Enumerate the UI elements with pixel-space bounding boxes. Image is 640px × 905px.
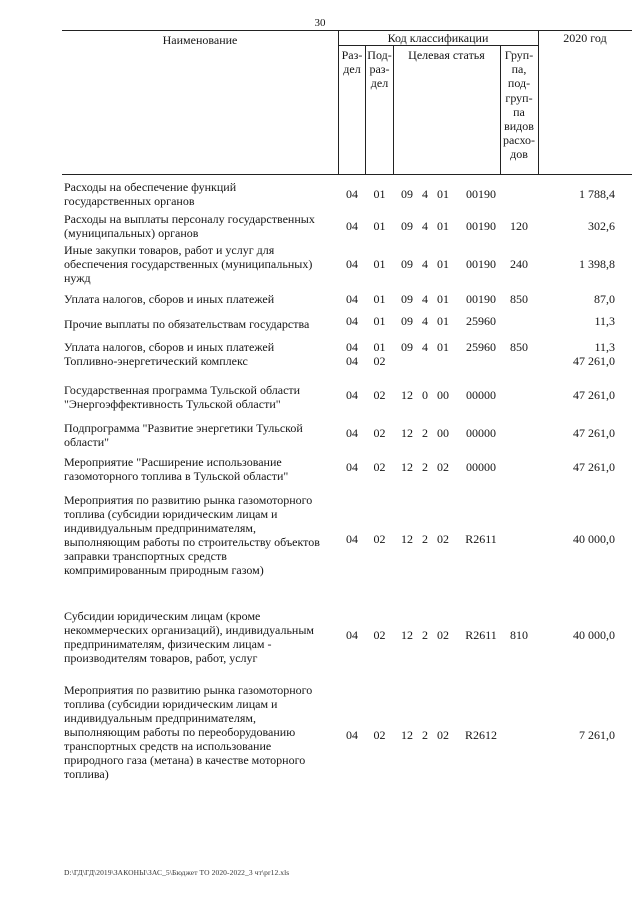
code-subheader-border [338, 45, 538, 46]
cell-group: 850 [510, 340, 528, 354]
cell-target-part: 00190 [466, 219, 496, 233]
header-podrazdel [366, 48, 393, 90]
row-name-line: нужд [64, 271, 91, 285]
header-group-line: па [513, 104, 525, 119]
cell-target-part: 02 [437, 532, 449, 546]
header-razdel-line: дел [343, 62, 361, 76]
cell-razdel: 04 [346, 340, 358, 354]
row-name-line: Топливно-энергетический комплекс [64, 354, 248, 368]
cell-podrazdel: 02 [373, 728, 386, 742]
cell-target-part: 12 [401, 426, 413, 440]
cell-podrazdel: 02 [373, 388, 386, 402]
cell-target-part: 01 [437, 340, 449, 354]
row-name-line: Расходы на обеспечение функций [64, 180, 237, 194]
cell-sum: 1 398,8 [579, 257, 615, 271]
cell-target-part: 01 [437, 292, 449, 306]
cell-razdel: 04 [346, 257, 358, 271]
cell-razdel: 04 [346, 219, 358, 233]
row-name-line: (муниципальных) органов [64, 226, 199, 240]
header-podrazdel-line: дел [370, 76, 389, 90]
header-group-line: груп- [505, 90, 533, 105]
cell-target-part: 2 [422, 426, 428, 440]
cell-target-part: 09 [401, 257, 413, 271]
cell-sum: 11,3 [594, 340, 615, 354]
header-razdel-line: Раз- [341, 48, 363, 62]
row-name-line: топлива (субсидии юридическим лицам и [64, 697, 278, 711]
cell-target-part: 12 [401, 388, 413, 402]
cell-podrazdel: 02 [373, 628, 386, 642]
row-name-line: выполняющим работы по строительству объектов [64, 535, 320, 549]
cell-razdel: 04 [346, 354, 358, 368]
cell-target-part: 4 [422, 219, 428, 233]
cell-target-part: 01 [437, 257, 449, 271]
row-name [64, 317, 339, 331]
cell-sum: 47 261,0 [573, 354, 615, 368]
cell-razdel: 04 [346, 292, 358, 306]
header-group [500, 48, 538, 162]
row-name-line: области" [64, 435, 110, 449]
cell-target-part: 01 [437, 187, 449, 201]
row-name-line: газомоторного топлива в Тульской области" [64, 469, 289, 483]
cell-razdel: 04 [346, 426, 358, 440]
header-bottom-border [62, 174, 632, 175]
cell-target-part: 2 [422, 728, 428, 742]
cell-sum: 47 261,0 [573, 426, 615, 440]
cell-podrazdel: 01 [373, 292, 386, 306]
row-name-line: Мероприятие "Расширение использование [64, 455, 282, 469]
cell-target-part: 09 [401, 292, 413, 306]
cell-target-part: 2 [422, 628, 428, 642]
col-divider-group [538, 30, 539, 174]
cell-podrazdel: 01 [373, 340, 386, 354]
cell-target-part: 00000 [466, 388, 496, 402]
cell-target-part: 00000 [466, 460, 496, 474]
cell-group: 120 [510, 219, 528, 233]
row-name [64, 354, 339, 368]
row-name-line: Подпрограмма "Развитие энергетики Тульской [64, 421, 303, 435]
cell-razdel: 04 [346, 460, 358, 474]
cell-target-part: 01 [437, 219, 449, 233]
row-name [64, 383, 339, 411]
header-year: 2020 год [563, 31, 607, 45]
cell-target-part: 09 [401, 314, 413, 328]
cell-target-part: 09 [401, 187, 413, 201]
row-name [64, 493, 339, 577]
row-name-line: топлива (субсидии юридическим лицам и [64, 507, 278, 521]
cell-podrazdel: 01 [373, 314, 386, 328]
cell-target-part: 09 [401, 340, 413, 354]
cell-target-part: 00190 [466, 257, 496, 271]
cell-razdel: 04 [346, 728, 358, 742]
cell-target-part: 12 [401, 532, 413, 546]
cell-group: 240 [510, 257, 528, 271]
cell-target-part: 00190 [466, 187, 496, 201]
cell-target-part: 02 [437, 728, 449, 742]
row-name-line: Мероприятия по развитию рынка газомоторного [64, 683, 313, 697]
cell-sum: 302,6 [588, 219, 615, 233]
header-razdel [339, 48, 365, 76]
header-name: Наименование [162, 33, 238, 47]
cell-target-part: 01 [437, 314, 449, 328]
row-name-line: выполняющим работы по переоборудованию [64, 725, 296, 739]
cell-target-part: 25960 [466, 340, 496, 354]
cell-target-part: 00 [437, 388, 449, 402]
cell-target-part: 4 [422, 257, 428, 271]
cell-podrazdel: 01 [373, 187, 386, 201]
header-target: Целевая статья [408, 48, 485, 62]
row-name [64, 212, 339, 240]
cell-sum: 40 000,0 [573, 532, 615, 546]
cell-target-part: 4 [422, 187, 428, 201]
row-name-line: обеспечения государственных (муниципальных) [64, 257, 313, 271]
cell-razdel: 04 [346, 187, 358, 201]
cell-target-part: 02 [437, 628, 449, 642]
cell-target-part: 00 [437, 426, 449, 440]
row-name-line: транспортных средств на использование [64, 739, 272, 753]
row-name-line: предпринимателям, физическим лицам - [64, 637, 272, 651]
header-code: Код классификации [387, 31, 489, 45]
header-group-line: дов [510, 147, 528, 162]
cell-target-part: 02 [437, 460, 449, 474]
row-name-line: государственных органов [64, 194, 195, 208]
row-name-line: "Энергоэффективность Тульской области" [64, 397, 281, 411]
cell-target-part: 09 [401, 219, 413, 233]
row-name-line: индивидуальным предпринимателям, [64, 711, 256, 725]
cell-target-part: 12 [401, 628, 413, 642]
row-name-line: Уплата налогов, сборов и иных платежей [64, 340, 275, 354]
header-group-line: расхо- [502, 133, 536, 148]
header-group-line: Груп- [504, 48, 534, 62]
page-number: 30 [314, 17, 326, 29]
row-name-line: Расходы на выплаты персоналу государственных [64, 212, 315, 226]
cell-razdel: 04 [346, 314, 358, 328]
cell-target-part: 25960 [466, 314, 496, 328]
header-group-line: под- [507, 76, 531, 91]
row-name-line: Государственная программа Тульской области [64, 383, 301, 397]
row-name-line: топлива) [64, 767, 109, 781]
row-name-line: некоммерческих организаций), индивидуальным [64, 623, 314, 637]
cell-sum: 40 000,0 [573, 628, 615, 642]
row-name-line: Субсидии юридическим лицам (кроме [64, 609, 261, 623]
row-name [64, 180, 339, 208]
cell-sum: 47 261,0 [573, 388, 615, 402]
cell-target-part: 4 [422, 340, 428, 354]
cell-sum: 11,3 [594, 314, 615, 328]
cell-razdel: 04 [346, 628, 358, 642]
cell-group: 810 [510, 628, 528, 642]
cell-target-part: 00190 [466, 292, 496, 306]
cell-target-part: R2611 [465, 532, 497, 546]
row-name [64, 243, 339, 285]
cell-target-part: 0 [422, 388, 428, 402]
col-divider-podrazdel [393, 45, 394, 174]
cell-podrazdel: 01 [373, 219, 386, 233]
cell-podrazdel: 02 [373, 426, 386, 440]
cell-target-part: R2612 [464, 728, 497, 742]
cell-razdel: 04 [346, 388, 358, 402]
cell-target-part: 12 [401, 728, 413, 742]
cell-target-part: 00000 [466, 426, 496, 440]
row-name-line: заправки транспортных средств [64, 549, 227, 563]
cell-target-part: 12 [401, 460, 413, 474]
row-name [64, 683, 339, 781]
cell-target-part: 2 [422, 460, 428, 474]
cell-target-part: 2 [422, 532, 428, 546]
row-name-line: компримированным природным газом) [64, 563, 264, 577]
cell-podrazdel: 02 [373, 354, 386, 368]
cell-target-part: 4 [422, 314, 428, 328]
cell-group: 850 [510, 292, 528, 306]
row-name [64, 421, 339, 449]
header-podrazdel-line: Под- [367, 48, 392, 62]
header-group-line: па, [511, 62, 527, 77]
row-name-line: природного газа (метана) в качестве моторного [64, 753, 306, 767]
cell-podrazdel: 02 [373, 460, 386, 474]
row-name-line: Мероприятия по развитию рынка газомоторного [64, 493, 313, 507]
header-group-line: видов [504, 119, 534, 134]
row-name [64, 340, 339, 354]
row-name [64, 292, 339, 306]
row-name-line: Уплата налогов, сборов и иных платежей [64, 292, 275, 306]
cell-razdel: 04 [346, 532, 358, 546]
cell-target-part: 4 [422, 292, 428, 306]
row-name-line: Прочие выплаты по обязательствам государства [64, 317, 310, 331]
row-name-line: индивидуальным предпринимателям, [64, 521, 256, 535]
cell-sum: 47 261,0 [573, 460, 615, 474]
cell-target-part: R2611 [465, 628, 497, 642]
cell-sum: 1 788,4 [579, 187, 615, 201]
cell-podrazdel: 01 [373, 257, 386, 271]
row-name-line: Иные закупки товаров, работ и услуг для [64, 243, 275, 257]
file-path-footer: D:\ГД\ГД\2019\ЗАКОНЫ\ЗАС_5\Бюджет ТО 2020-2022_3 чт\pr12.xls [64, 868, 290, 877]
cell-sum: 7 261,0 [579, 728, 615, 742]
cell-sum: 87,0 [594, 292, 615, 306]
cell-podrazdel: 02 [373, 532, 386, 546]
row-name [64, 609, 339, 665]
header-podrazdel-line: раз- [369, 62, 390, 76]
row-name [64, 455, 339, 483]
row-name-line: производителям товаров, работ, услуг [64, 651, 258, 665]
